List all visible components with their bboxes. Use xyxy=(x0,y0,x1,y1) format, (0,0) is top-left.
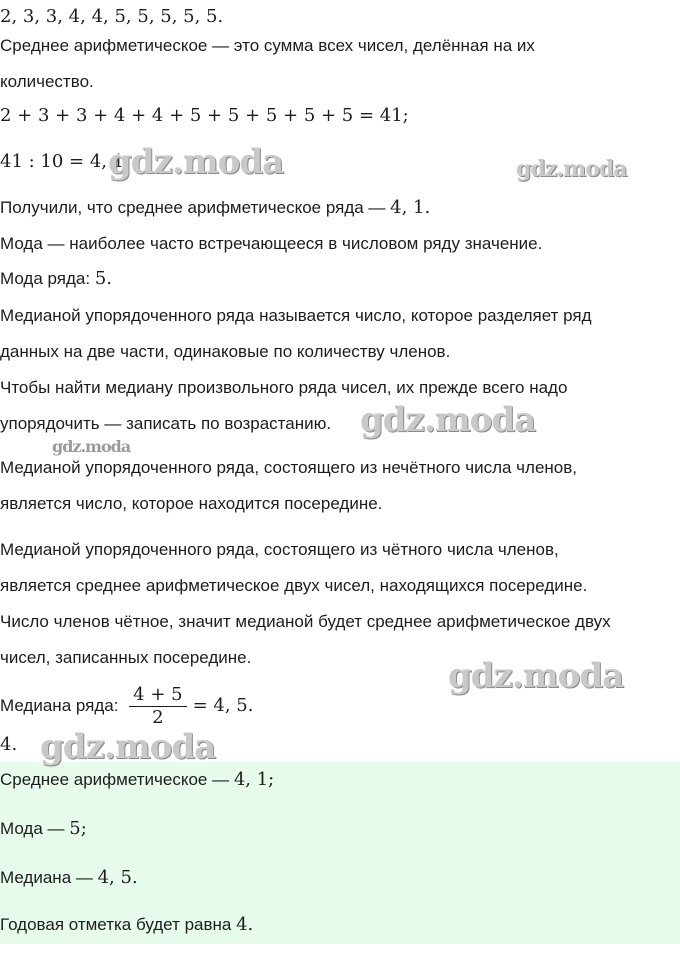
median-definition-line2: данных на две части, одинаковые по количеству членов. xyxy=(0,342,451,361)
division-equation: 41 : 10 = 4, 1. xyxy=(0,151,130,172)
mean-result-value: 4, 1. xyxy=(390,197,431,218)
mean-result-text: Получили, что среднее арифметическое ряда — xyxy=(0,198,391,217)
watermark: gdz.moda xyxy=(40,727,216,767)
step-number: 4. xyxy=(0,734,18,755)
answer-grade xyxy=(0,913,253,937)
count-line1: Число членов чётное, значит медианой будет среднее арифметическое двух xyxy=(0,612,611,631)
even-median-line1: Медианой упорядоченного ряда, состоящего из чётного числа членов, xyxy=(0,540,559,559)
watermark: gdz.moda xyxy=(516,156,627,182)
mean-definition-line1: Среднее арифметическое — это сумма всех чисел, делённая на их xyxy=(0,36,535,55)
median-find-line2: упорядочить — записать по возрастанию. xyxy=(0,414,332,433)
count-line2: чисел, записанных посередине. xyxy=(0,648,252,667)
watermark: gdz.moda xyxy=(448,656,624,696)
number-series: 2, 3, 3, 4, 4, 5, 5, 5, 5, 5. xyxy=(0,6,224,27)
mode-definition: Мода — наиболее часто встречающееся в числовом ряду значение. xyxy=(0,234,543,253)
median-result-value: = 4, 5. xyxy=(192,695,254,716)
median-result xyxy=(0,678,253,734)
answer-mean-value: 4, 1; xyxy=(233,769,275,790)
even-median-line2: является среднее арифметическое двух чисел, находящихся посередине. xyxy=(0,576,588,595)
mean-definition-line2: количество. xyxy=(0,72,94,91)
mode-result-text: Мода ряда: xyxy=(0,269,95,288)
watermark: gdz.moda xyxy=(108,142,284,182)
median-fraction xyxy=(129,684,186,729)
watermark: gdz.moda xyxy=(52,437,131,456)
median-find-line1: Чтобы найти медиану произвольного ряда чисел, их прежде всего надо xyxy=(0,378,568,397)
fraction-numerator: 4 + 5 xyxy=(129,684,186,707)
answer-median-text: Медиана — xyxy=(0,868,98,887)
fraction-denominator: 2 xyxy=(152,707,164,729)
mean-result xyxy=(0,196,430,220)
answer-grade-value: 4. xyxy=(236,914,254,935)
answer-mode xyxy=(0,817,87,841)
answer-grade-text: Годовая отметка будет равна xyxy=(0,915,237,934)
answer-mean xyxy=(0,768,274,792)
watermark: gdz.moda xyxy=(360,400,536,440)
answer-mode-text: Мода — xyxy=(0,819,70,838)
odd-median-line2: является число, которое находится посередине. xyxy=(0,494,383,513)
answer-mean-text: Среднее арифметическое — xyxy=(0,770,234,789)
answer-median xyxy=(0,866,138,890)
mode-result xyxy=(0,267,112,291)
odd-median-line1: Медианой упорядоченного ряда, состоящего из нечётного числа членов, xyxy=(0,458,578,477)
sum-equation: 2 + 3 + 3 + 4 + 4 + 5 + 5 + 5 + 5 + 5 = 41; xyxy=(0,105,409,126)
answer-mode-value: 5; xyxy=(69,818,87,839)
answer-median-value: 4, 5. xyxy=(97,867,138,888)
mode-result-value: 5. xyxy=(94,268,113,289)
median-result-text: Медиана ряда: xyxy=(0,696,124,715)
median-definition-line1: Медианой упорядоченного ряда называется число, которое разделяет ряд xyxy=(0,306,592,325)
